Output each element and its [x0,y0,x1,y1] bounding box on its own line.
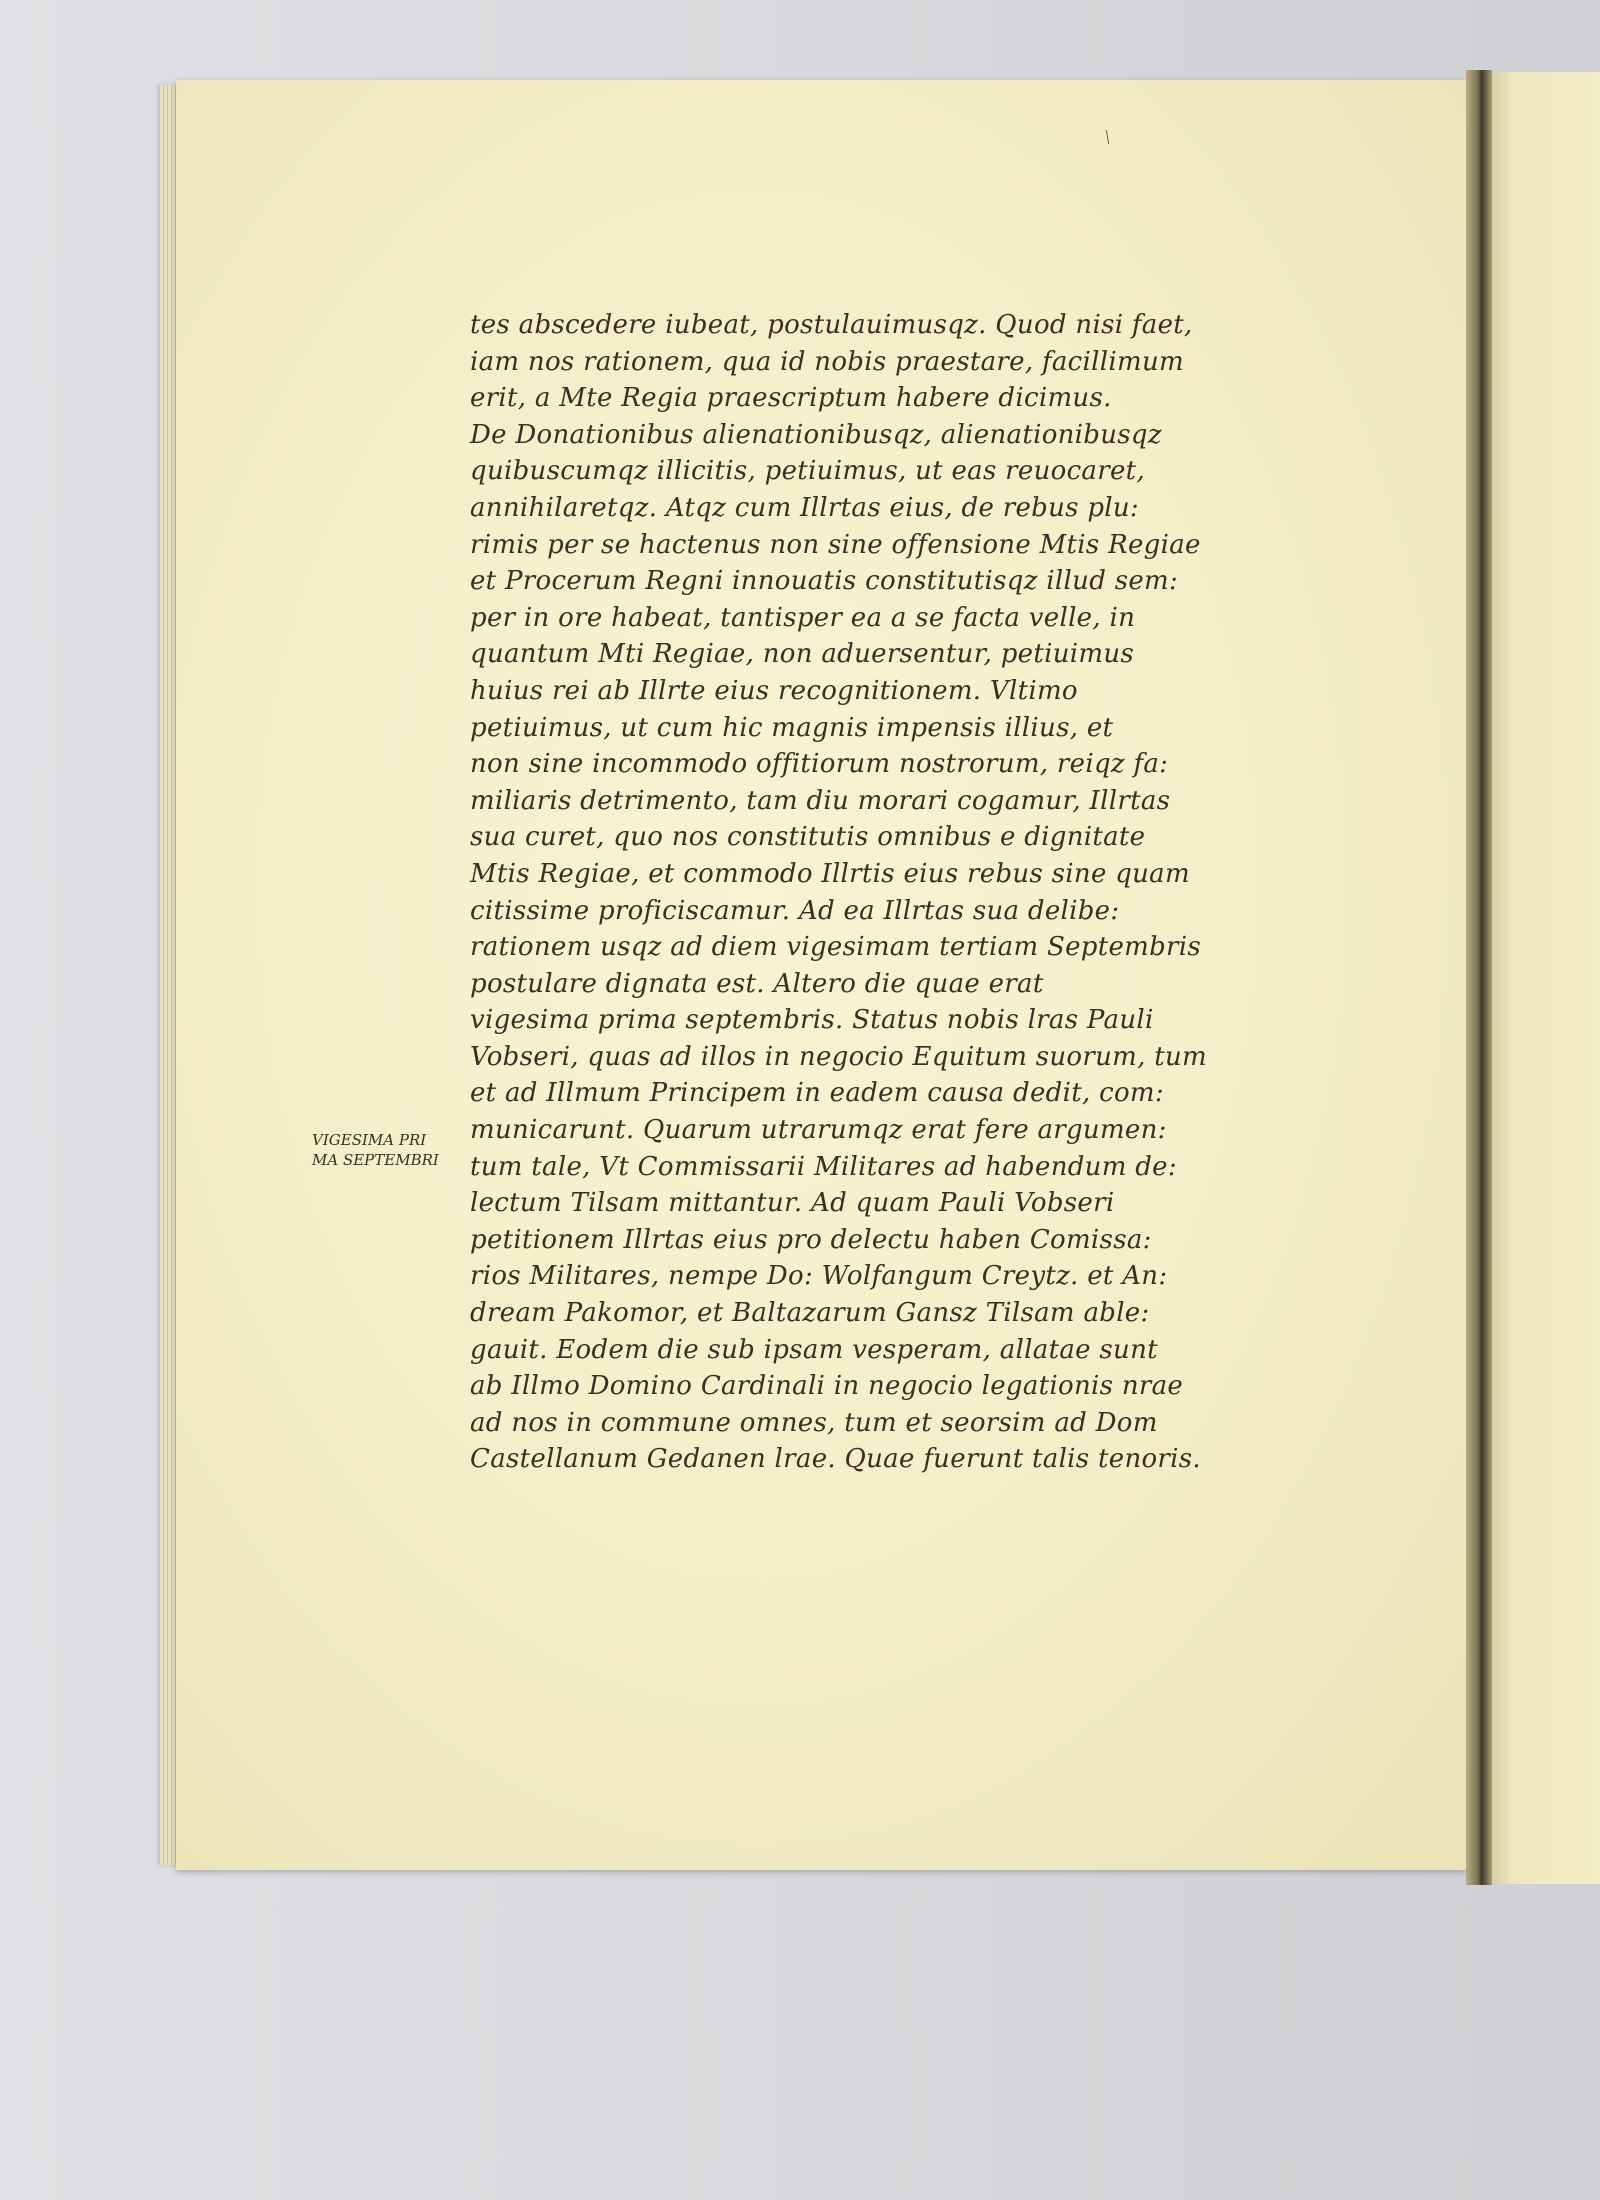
marginal-note-line: MA SEPTEMBRI [312,1151,439,1169]
text-line: huius rei ab Illrte eius recognitionem. Vltimo [470,675,1078,706]
text-line: miliaris detrimento, tam diu morari cogamur, Illrtas [470,785,1171,816]
text-line: erit, a Mte Regia praescriptum habere dicimus. [470,383,1112,414]
text-line: et Procerum Regni innouatis constitutisqz illud sem: [470,566,1179,597]
text-line: rationem usqz ad diem vigesimam tertiam Septembris [470,932,1202,963]
text-line: dream Pakomor, et Baltazarum Gansz Tilsam able: [470,1298,1150,1329]
text-line: per in ore habeat, tantisper ea a se facta velle, in [470,602,1136,633]
facing-page-edge [1492,72,1600,1884]
text-line: Castellanum Gedanen lrae. Quae fuerunt talis tenoris. [470,1444,1201,1475]
text-line: Mtis Regiae, et commodo Illrtis eius rebus sine quam [470,858,1190,889]
text-line: ab Illmo Domino Cardinali in negocio legationis nrae [470,1371,1184,1402]
text-line: annihilaretqz. Atqz cum Illrtas eius, de rebus plu: [470,492,1139,523]
text-line: ad nos in commune omnes, tum et seorsim ad Dom [470,1407,1158,1438]
text-line: lectum Tilsam mittantur. Ad quam Pauli Vobseri [470,1188,1115,1219]
text-line: gauit. Eodem die sub ipsam vesperam, allatae sunt [470,1334,1158,1365]
text-line: tum tale, Vt Commissarii Militares ad habendum de: [470,1151,1177,1182]
marginal-note-line: VIGESIMA PRI [312,1131,427,1149]
text-line: petiuimus, ut cum hic magnis impensis illius, et [470,712,1114,743]
text-line: De Donationibus alienationibusqz, alienationibusqz [470,419,1162,450]
text-line: vigesima prima septembris. Status nobis lras Pauli [470,1005,1154,1036]
text-line: tes abscedere iubeat, postulauimusqz. Quod nisi faet, [470,310,1193,340]
text-line: postulare dignata est. Altero die quae erat [470,968,1044,999]
text-line: non sine incommodo offitiorum nostrorum, reiqz fa: [470,749,1169,780]
text-line: Vobseri, quas ad illos in negocio Equitum suorum, tum [470,1041,1207,1072]
text-line: municarunt. Quarum utrarumqz erat fere argumen: [470,1115,1167,1146]
text-line: petitionem Illrtas eius pro delectu haben Comissa: [470,1224,1152,1255]
text-line: rios Militares, nempe Do: Wolfangum Creytz. et An: [470,1261,1168,1292]
text-line: citissime proficiscamur. Ad ea Illrtas sua delibe: [470,895,1120,926]
text-line: iam nos rationem, qua id nobis praestare, facillimum [470,346,1184,377]
text-line: rimis per se hactenus non sine offensione Mtis Regiae [470,529,1201,560]
book-gutter [1466,70,1492,1885]
text-line: et ad Illmum Principem in eadem causa dedit, com: [470,1078,1164,1109]
text-line: quantum Mti Regiae, non aduersentur, petiuimus [470,639,1135,670]
text-line: sua curet, quo nos constitutis omnibus e dignitate [470,822,1146,853]
text-line: quibuscumqz illicitis, petiuimus, ut eas reuocaret, [470,456,1145,487]
manuscript-text [470,307,1270,1478]
marginal-note [312,1130,439,1170]
